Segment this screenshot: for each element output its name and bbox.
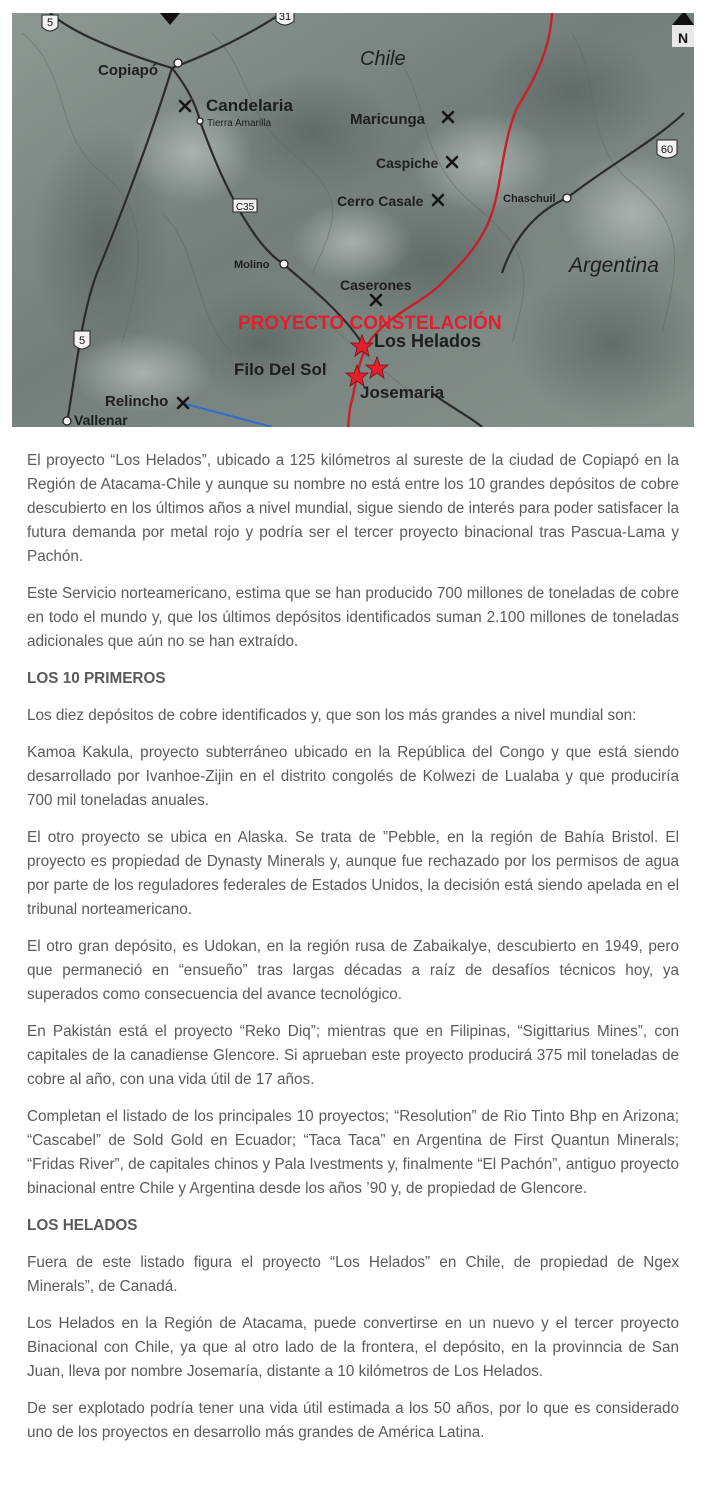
relief-map: [12, 13, 694, 427]
article-body: [27, 449, 679, 1458]
svg-text:31: 31: [278, 13, 292, 23]
svg-text:N: N: [677, 30, 689, 46]
svg-text:5: 5: [46, 17, 54, 29]
paragraph-remaining-projects: Completan el listado de los principales 10 proyectos; “Resolution” de Rio Tinto Bhp en Arizona; “Cascabel” de Sold Gold en Ecuador; “Taca Taca” en Argentina de First Quantun Minerals; “Fridas River”, de capitales chinos y Pala Ivestments y, finalmente “El Pachón”, antiguo proyecto binacional entre Chile y Argentina desde los años ’90 y, de propiedad de Glencore.: [27, 1108, 679, 1197]
road-shield-5-top: [42, 15, 58, 31]
paragraph-ngex: Fuera de este listado figura el proyecto “Los Helados” en Chile, de propiedad de Ngex Minerals”, de Canadá.: [27, 1254, 679, 1295]
label-candelaria: Candelaria: [206, 96, 293, 115]
svg-text:C35: C35: [235, 202, 255, 213]
label-cerro-casale: Cerro Casale: [337, 193, 424, 209]
paragraph-kamoa-kakula: Kamoa Kakula, proyecto subterráneo ubicado en la República del Congo y que está siendo desarrollado por Ivanhoe-Zijin en el distrito congolés de Kolwezi de Lualaba y que produciría 700 mil toneladas anuales.: [27, 744, 679, 809]
paragraph-useful-life: De ser explotado podría tener una vida útil estimada a los 50 años, por lo que es considerado uno de los proyectos en desarrollo más grandes de América Latina.: [27, 1400, 679, 1441]
paragraph-list-intro: Los diez depósitos de cobre identificados y, que son los más grandes a nivel mundial son:: [27, 707, 637, 724]
svg-text:60: 60: [660, 144, 674, 156]
label-maricunga: Maricunga: [350, 111, 426, 128]
label-argentina: Argentina: [569, 254, 659, 277]
paragraph-copper-estimate: Este Servicio norteamericano, estima que se han producido 700 millones de toneladas de cobre en todo el mundo y, que los últimos depósitos identificados suman 2.100 millones de toneladas adicionales que aún no se han extraído.: [27, 585, 679, 650]
label-copiapo: Copiapó: [98, 62, 158, 79]
road-shield-c35: [233, 199, 257, 213]
heading-los-10-primeros: LOS 10 PRIMEROS: [27, 670, 166, 687]
label-caserones: Caserones: [340, 277, 412, 293]
label-tierra-amarilla: Tierra Amarilla: [207, 118, 272, 129]
label-filo-del-sol: Filo Del Sol: [234, 360, 327, 379]
map-image: [12, 13, 694, 427]
label-vallenar: Vallenar: [74, 412, 128, 427]
paragraph-reko-diq: En Pakistán está el proyecto “Reko Diq”; mientras que en Filipinas, “Sigittarius Mines”, con capitales de la canadiense Glencore. Si aprueban este proyecto producirá 375 mil toneladas de cobre al año, con una vida útil de 17 años.: [27, 1023, 679, 1088]
paragraph-binational: Los Helados en la Región de Atacama, puede convertirse en un nuevo y el tercer proyecto Binacional con Chile, ya que al otro lado de la frontera, el depósito, en la provinncia de San Juan, lleva por nombre Josemaría, distante a 10 kilómetros de Los Helados.: [27, 1315, 679, 1380]
label-molino: Molino: [234, 259, 270, 271]
paragraph-udokan: El otro gran depósito, es Udokan, en la región rusa de Zabaikalye, descubierto en 1949, pero que permaneció en “ensueño” tras largas décadas a raíz de desafíos técnicos hoy, ya superados como consecuencia del avance tecnológico.: [27, 938, 679, 1003]
label-proyecto-constelacion: PROYECTO CONSTELACIÓN: [238, 313, 502, 334]
svg-text:5: 5: [78, 335, 86, 347]
label-los-helados: Los Helados: [374, 331, 482, 351]
label-relincho: Relincho: [105, 393, 169, 410]
road-shield-60: [657, 140, 677, 158]
label-chaschuil: Chaschuil: [503, 193, 556, 205]
paragraph-pebble: El otro proyecto se ubica en Alaska. Se trata de ”Pebble, en la región de Bahía Bristol. El proyecto es propiedad de Dynasty Minerals y, aunque fue rechazado por los permisos de agua por parte de los reguladores federales de Estados Unidos, la decisión está siendo apelada en el tribunal norteamericano.: [27, 829, 679, 918]
paragraph-intro: El proyecto “Los Helados”, ubicado a 125 kilómetros al sureste de la ciudad de Copiapó en la Región de Atacama-Chile y aunque su nombre no está entre los 10 grandes depósitos de cobre descubierto en los últimos años a nivel mundial, sigue siendo de interés para poder satisfacer la futura demanda por metal rojo y podría ser el tercer proyecto binacional tras Pascua-Lama y Pachón.: [27, 452, 679, 565]
label-josemaria: Josemaria: [360, 383, 445, 402]
road-shield-5-bottom: [74, 331, 90, 349]
label-caspiche: Caspiche: [376, 155, 439, 171]
road-shield-31: [276, 13, 294, 25]
heading-los-helados: LOS HELADOS: [27, 1217, 138, 1234]
label-chile: Chile: [360, 48, 406, 70]
